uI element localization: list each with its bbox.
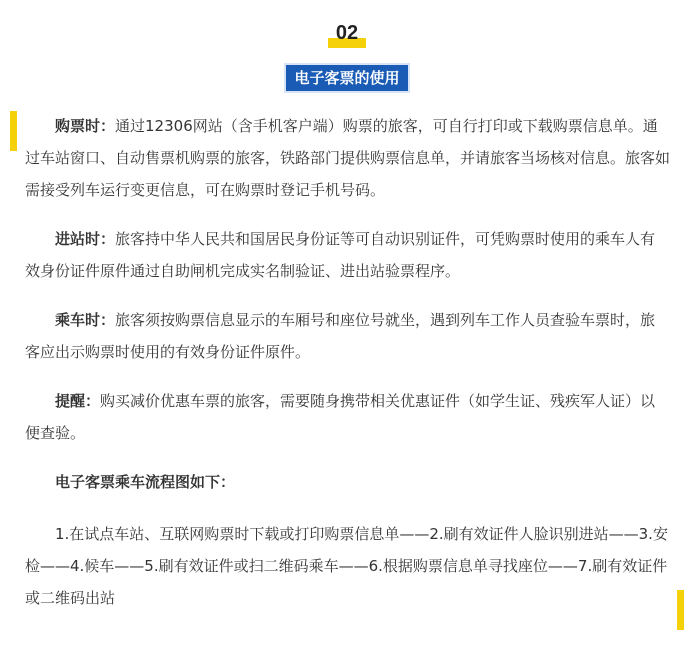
section-number bbox=[328, 20, 366, 46]
right-accent-bar bbox=[677, 590, 684, 630]
paragraph-reminder bbox=[25, 385, 670, 449]
paragraph-boarding bbox=[25, 304, 670, 368]
section-title-wrap bbox=[0, 63, 694, 93]
paragraph-text: 旅客持中华人民共和国居民身份证等可自动识别证件，可凭购票时使用的乘车人有效身份证件原件通过自助闸机完成实名制验证、进出站验票程序。 bbox=[25, 230, 656, 280]
paragraph-text: 旅客须按购票信息显示的车厢号和座位号就坐，遇到列车工作人员查验车票时，旅客应出示购票时使用的有效身份证件原件。 bbox=[25, 311, 656, 361]
paragraph-purchase bbox=[25, 110, 670, 206]
paragraph-text: 购买减价优惠车票的旅客，需要随身携带相关优惠证件（如学生证、残疾军人证）以便查验。 bbox=[25, 392, 656, 442]
paragraph-label: 进站时： bbox=[55, 230, 116, 248]
section-number-wrap bbox=[0, 20, 694, 46]
paragraph-label: 乘车时： bbox=[55, 311, 116, 329]
left-accent-bar bbox=[10, 111, 17, 151]
paragraph-label: 提醒： bbox=[55, 392, 101, 410]
flow-text: 1.在试点车站、互联网购票时下载或打印购票信息单——2.刷有效证件人脸识别进站——3.安检——4.候车——5.刷有效证件或扫二维码乘车——6.根据购票信息单寻找座位——7.刷有效证件或二维码出站 bbox=[25, 525, 668, 607]
paragraph-text: 通过12306网站（含手机客户端）购票的旅客，可自行打印或下载购票信息单。通过车站窗口、自动售票机购票的旅客，铁路部门提供购票信息单，并请旅客当场核对信息。旅客如需接受列车运行变更信息，可在购票时登记手机号码。 bbox=[25, 117, 671, 199]
flow-heading: 电子客票乘车流程图如下： bbox=[55, 473, 236, 491]
article-body bbox=[25, 110, 670, 614]
paragraph-label: 购票时： bbox=[55, 117, 116, 135]
paragraph-entry bbox=[25, 223, 670, 287]
section-number-text: 02 bbox=[335, 22, 359, 44]
section-title: 电子客票的使用 bbox=[284, 63, 409, 93]
